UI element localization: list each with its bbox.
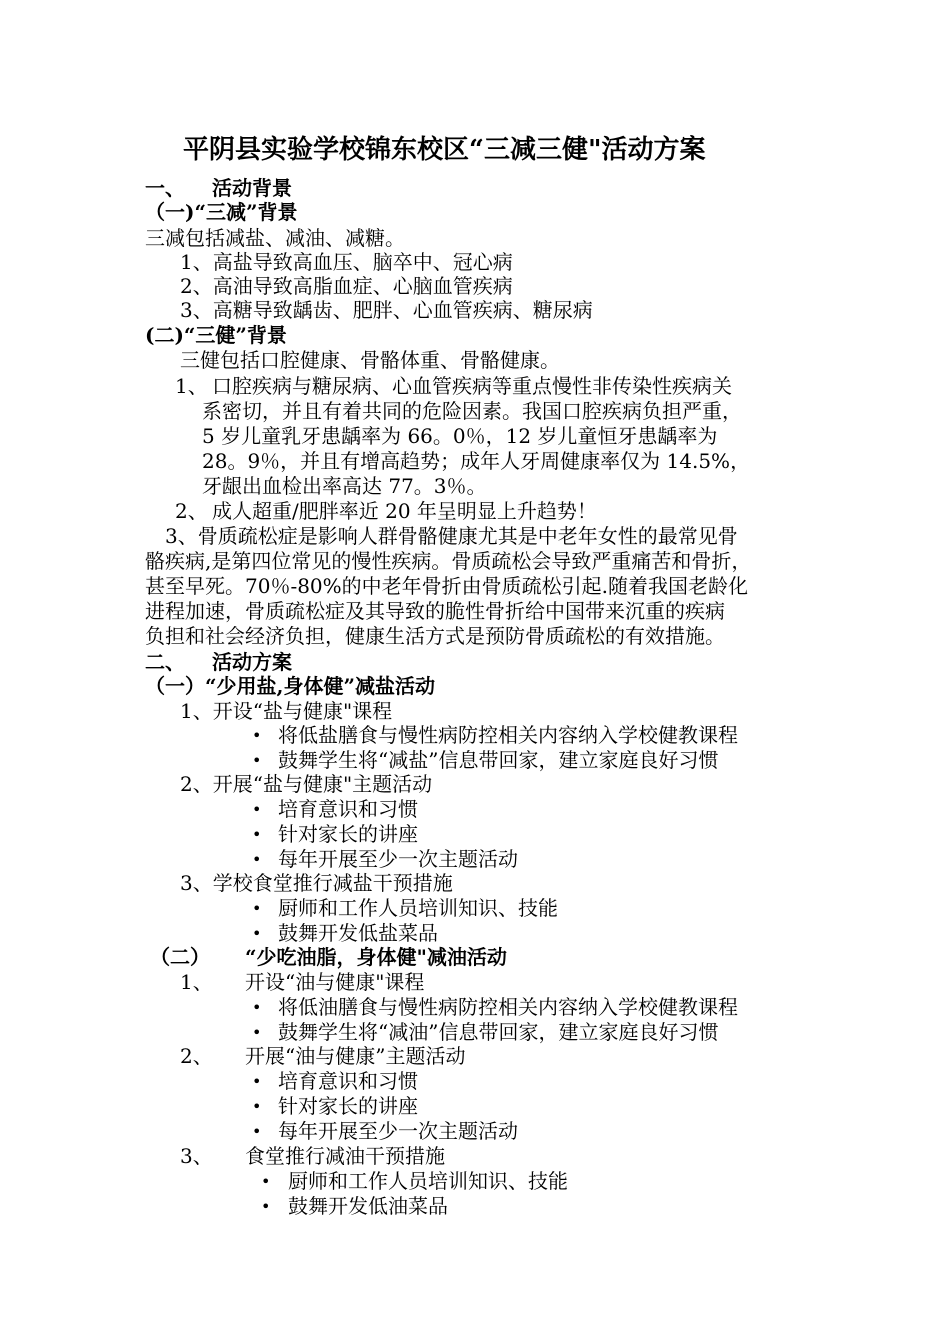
paragraph-line: 5 岁儿童乳牙患龋率为 66。0％，12 岁儿童恒牙患龋率为 — [202, 424, 718, 448]
list-item-number: 3、 — [180, 1144, 213, 1168]
list-item: 成人超重/肥胖率近 20 年呈明显上升趋势！ — [212, 499, 597, 523]
section-1-title: 活动背景 — [212, 176, 292, 200]
section-2b-number: （二） — [150, 945, 210, 969]
bullet-item: 每年开展至少一次主题活动 — [278, 1119, 518, 1143]
bullet-item: 鼓舞学生将“减盐”信息带回家，建立家庭良好习惯 — [278, 748, 719, 772]
bullet-item: 针对家长的讲座 — [278, 822, 418, 846]
bullet-icon: • — [252, 800, 262, 819]
section-2-title: 活动方案 — [212, 650, 292, 674]
document-title: 平阴县实验学校锦东校区“三减三健"活动方案 — [183, 135, 706, 165]
bullet-item: 鼓舞开发低盐菜品 — [278, 921, 438, 945]
bullet-icon: • — [252, 850, 262, 869]
list-item-number: 2、 — [175, 499, 208, 523]
paragraph-line: 甚至早死。70％-80%的中老年骨折由骨质疏松引起.随着我国老龄化 — [145, 574, 749, 598]
bullet-item: 培育意识和习惯 — [278, 797, 418, 821]
list-item: 2、开展“盐与健康"主题活动 — [180, 772, 433, 796]
paragraph-line: 进程加速，骨质疏松症及其导致的脆性骨折给中国带来沉重的疾病 — [145, 599, 725, 623]
bullet-icon: • — [261, 1197, 271, 1216]
list-item: 食堂推行减油干预措施 — [245, 1144, 445, 1168]
list-item: 开展“油与健康”主题活动 — [245, 1044, 466, 1068]
bullet-icon: • — [252, 751, 262, 770]
section-1b-heading: (二)“三健”背景 — [145, 323, 287, 347]
paragraph-line: 负担和社会经济负担，健康生活方式是预防骨质疏松的有效措施。 — [145, 624, 725, 648]
bullet-icon: • — [252, 1097, 262, 1116]
bullet-item: 将低油膳食与慢性病防控相关内容纳入学校健教课程 — [278, 995, 738, 1019]
bullet-icon: • — [252, 1072, 262, 1091]
bullet-item: 鼓舞学生将“减油”信息带回家，建立家庭良好习惯 — [278, 1020, 719, 1044]
section-2-number: 二、 — [145, 650, 185, 674]
bullet-icon: • — [252, 998, 262, 1017]
paragraph-line: 骼疾病,是第四位常见的慢性疾病。骨质疏松会导致严重痛苦和骨折， — [145, 549, 752, 573]
paragraph-line: 系密切，并且有着共同的危险因素。我国口腔疾病负担严重， — [202, 399, 742, 423]
section-2a-heading: （一）“少用盐,身体健”减盐活动 — [145, 674, 435, 698]
bullet-icon: • — [252, 726, 262, 745]
list-item-number: 1、 — [180, 970, 213, 994]
list-item-number: 1、 — [175, 374, 208, 398]
section-1a-intro: 三减包括减盐、减油、减糖。 — [145, 226, 405, 250]
bullet-icon: • — [252, 825, 262, 844]
bullet-icon: • — [261, 1172, 271, 1191]
section-1b-intro: 三健包括口腔健康、骨骼体重、骨骼健康。 — [180, 348, 560, 372]
list-item: 1、高盐导致高血压、脑卒中、冠心病 — [180, 250, 513, 274]
paragraph-line: 牙龈出血检出率高达 77。3％。 — [202, 474, 487, 498]
list-item: 2、高油导致高脂血症、心脑血管疾病 — [180, 274, 513, 298]
bullet-item: 每年开展至少一次主题活动 — [278, 847, 518, 871]
bullet-icon: • — [252, 924, 262, 943]
section-1-number: 一、 — [145, 176, 185, 200]
bullet-item: 针对家长的讲座 — [278, 1094, 418, 1118]
list-item-number: 2、 — [180, 1044, 213, 1068]
bullet-item: 厨师和工作人员培训知识、技能 — [288, 1169, 568, 1193]
section-1a-heading: （一)“三减”背景 — [145, 200, 298, 224]
bullet-icon: • — [252, 1122, 262, 1141]
list-item: 1、开设“盐与健康"课程 — [180, 699, 393, 723]
paragraph-line: 口腔疾病与糖尿病、心血管疾病等重点慢性非传染性疾病关 — [212, 374, 732, 398]
paragraph-line: 3、骨质疏松症是影响人群骨骼健康尤其是中老年女性的最常见骨 — [165, 524, 738, 548]
bullet-item: 厨师和工作人员培训知识、技能 — [278, 896, 558, 920]
bullet-item: 将低盐膳食与慢性病防控相关内容纳入学校健教课程 — [278, 723, 738, 747]
list-item: 3、高糖导致龋齿、肥胖、心血管疾病、糖尿病 — [180, 298, 593, 322]
bullet-icon: • — [252, 899, 262, 918]
list-item: 3、学校食堂推行减盐干预措施 — [180, 871, 453, 895]
bullet-icon: • — [252, 1023, 262, 1042]
list-item: 开设“油与健康"课程 — [245, 970, 425, 994]
paragraph-line: 28。9％，并且有增高趋势；成年人牙周健康率仅为 14.5%， — [202, 449, 751, 473]
section-2b-heading: “少吃油脂，身体健"减油活动 — [245, 945, 507, 969]
bullet-item: 培育意识和习惯 — [278, 1069, 418, 1093]
bullet-item: 鼓舞开发低油菜品 — [288, 1194, 448, 1218]
